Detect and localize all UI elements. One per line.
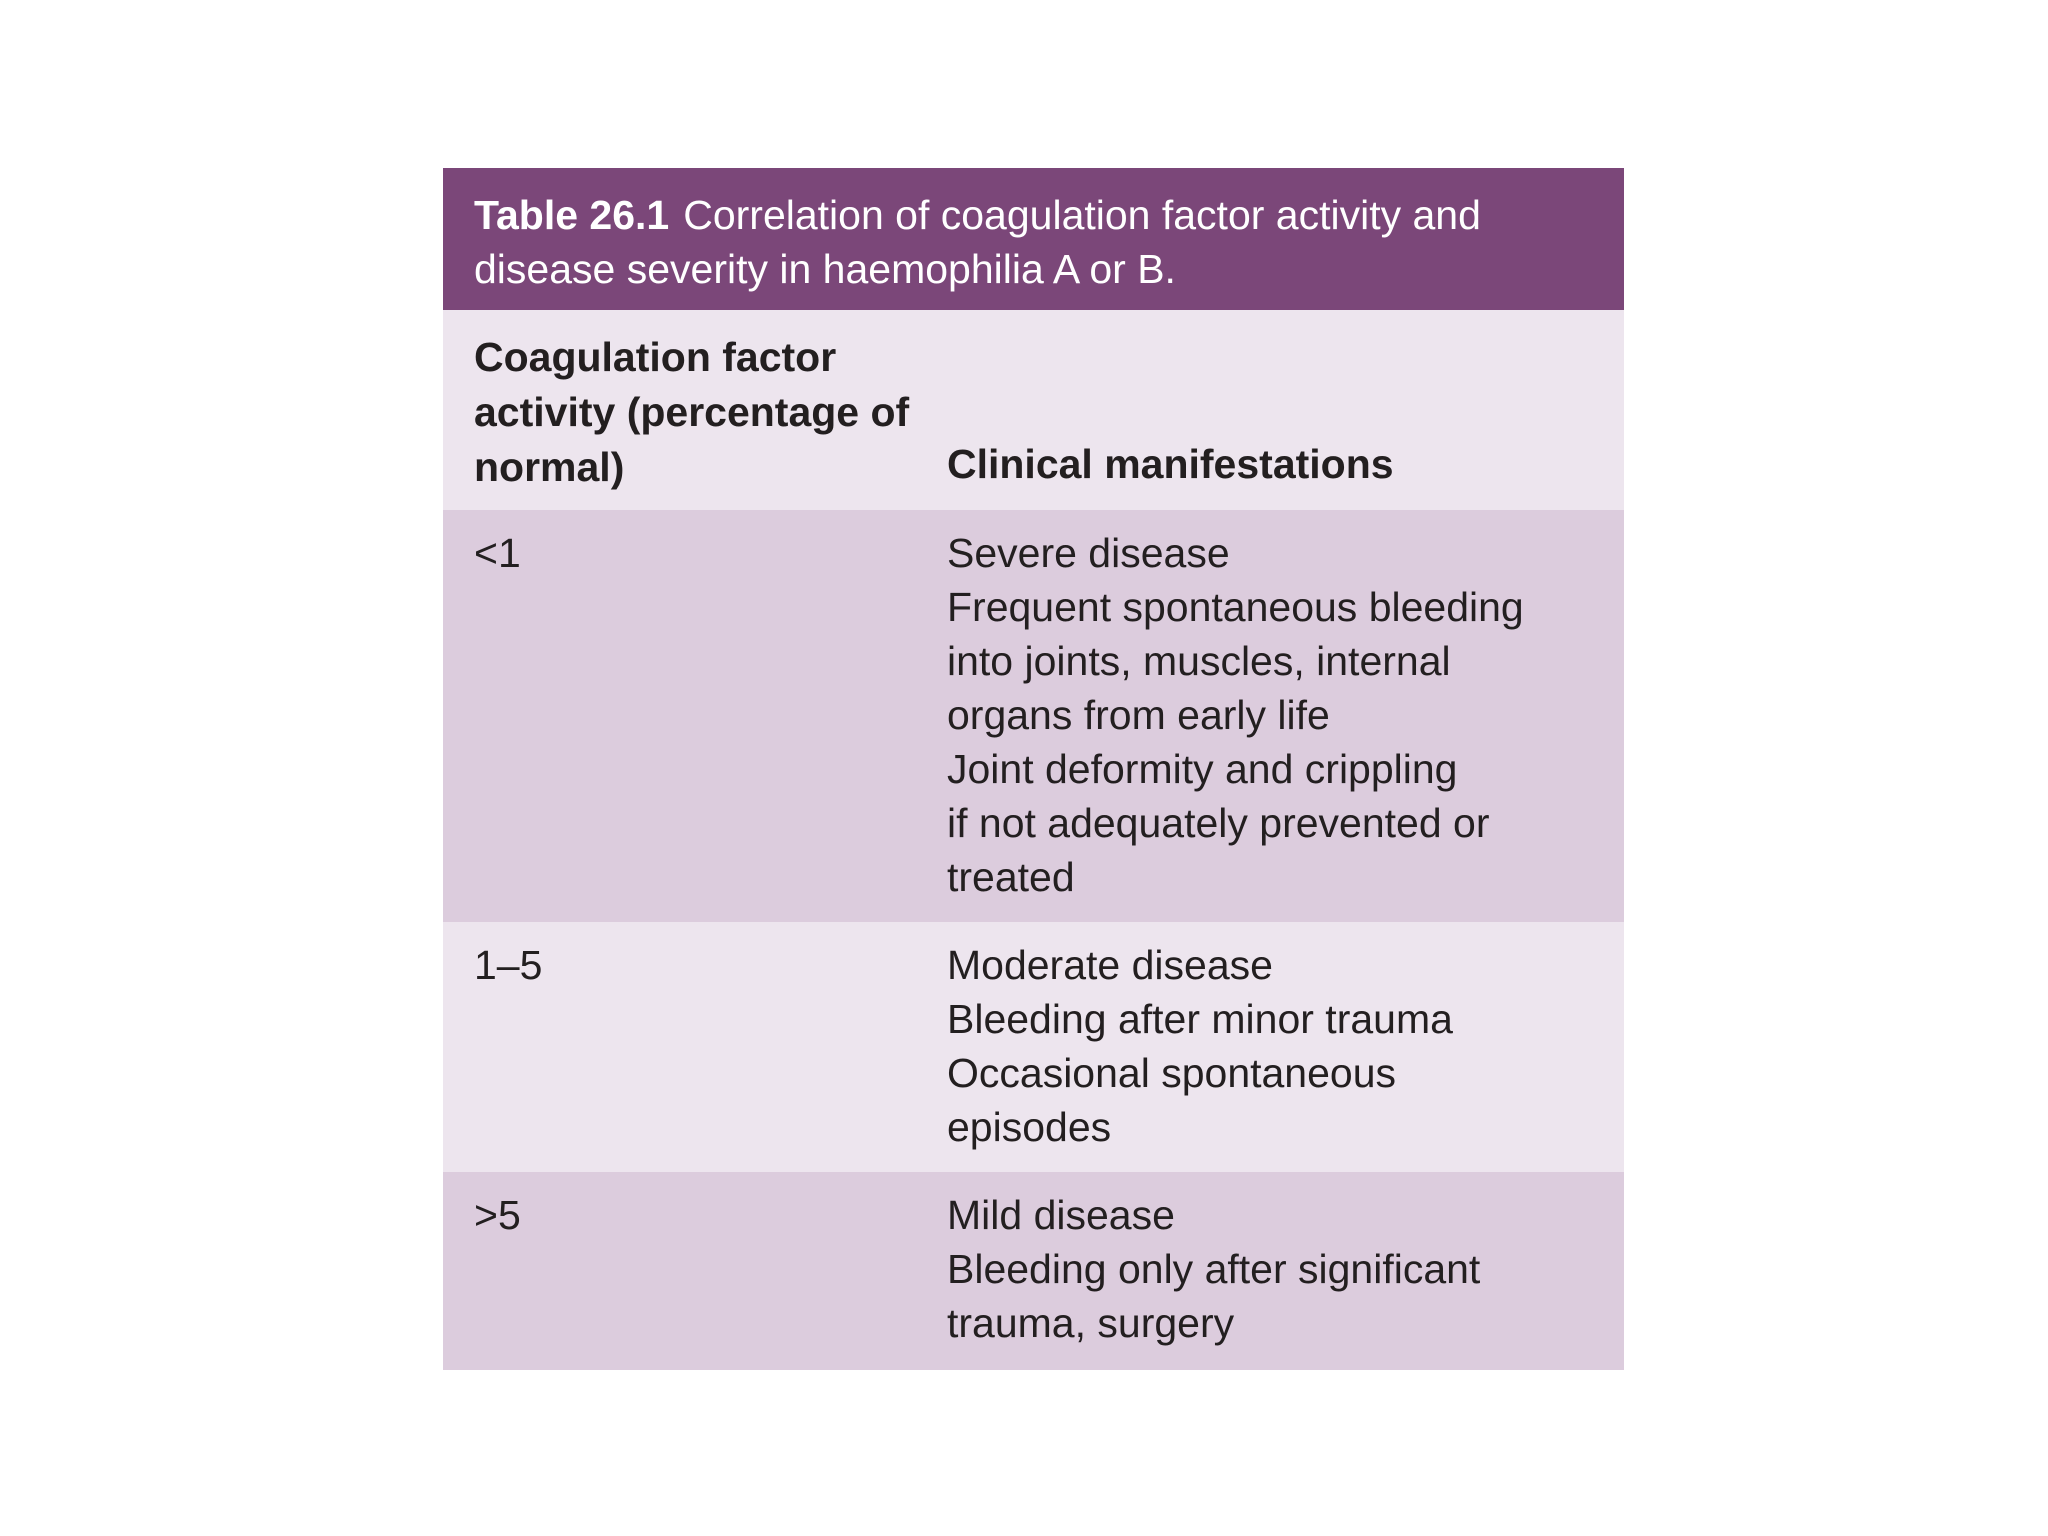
- manifestation-line: episodes: [947, 1104, 1112, 1150]
- manifestation-line: Frequent spontaneous bleeding: [947, 584, 1524, 630]
- manifestation-line: Bleeding only after significant: [947, 1246, 1481, 1292]
- cell-activity: <1: [474, 530, 521, 576]
- cell-manifestations: [947, 1188, 1624, 1370]
- manifestation-line: Moderate disease: [947, 942, 1273, 988]
- cell-manifestations: [947, 938, 1624, 1172]
- cell-manifestations: [947, 526, 1624, 922]
- manifestation-line: trauma, surgery: [947, 1300, 1235, 1346]
- table-header-row: [443, 310, 1624, 510]
- table-caption: [443, 168, 1624, 310]
- cell-activity: >5: [474, 1192, 521, 1238]
- manifestation-line: Mild disease: [947, 1192, 1175, 1238]
- table-caption-label: Table 26.1: [474, 192, 670, 238]
- table-caption-text: Correlation of coagulation factor activity and disease severity in haemophilia A or B.: [474, 192, 1481, 292]
- cell-activity: 1–5: [474, 942, 543, 988]
- manifestation-line: Severe disease: [947, 530, 1230, 576]
- header-clinical-label: Clinical manifestations: [947, 441, 1394, 487]
- table-row: [443, 922, 1624, 1172]
- manifestation-line: Occasional spontaneous: [947, 1050, 1397, 1096]
- header-activity: [443, 330, 947, 510]
- manifestation-line: organs from early life: [947, 692, 1330, 738]
- manifestation-line: if not adequately prevented or: [947, 800, 1490, 846]
- manifestation-line: Joint deformity and crippling: [947, 746, 1458, 792]
- table-row: [443, 1172, 1624, 1370]
- header-activity-line: activity (percentage of: [474, 389, 910, 435]
- manifestation-line: Bleeding after minor trauma: [947, 996, 1453, 1042]
- coagulation-table: [443, 168, 1624, 1370]
- header-activity-line: Coagulation factor: [474, 334, 837, 380]
- manifestation-line: into joints, muscles, internal: [947, 638, 1451, 684]
- manifestation-line: treated: [947, 854, 1075, 900]
- header-clinical-manifestations: [947, 330, 1624, 510]
- table-row: [443, 510, 1624, 922]
- header-activity-line: normal): [474, 444, 625, 490]
